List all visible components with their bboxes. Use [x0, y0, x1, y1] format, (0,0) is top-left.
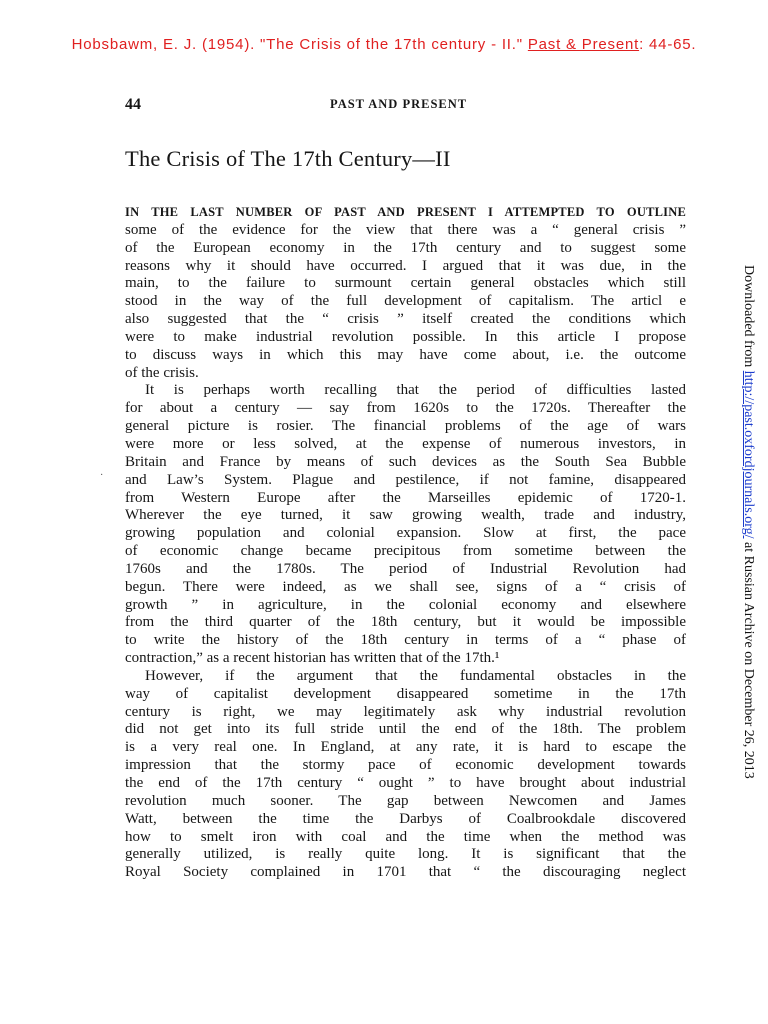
text-line: and Law’s System. Plague and pestilence, if not famine, disappeared — [125, 471, 686, 488]
citation-pages: : 44-65. — [639, 36, 697, 53]
download-source-link[interactable]: http://past.oxfordjournals.org/ — [741, 370, 756, 539]
text-line: growing population and colonial expansion. Slow at first, the pace — [125, 525, 686, 542]
text-line: some of the evidence for the view that there was a “ general crisis ” — [125, 221, 686, 238]
text-line: IN THE LAST NUMBER OF PAST AND PRESENT I ATTEMPTED TO OUTLINE — [125, 205, 686, 219]
text-line: reasons why it should have occurred. I argued that it was due, in the — [125, 257, 686, 274]
download-notice-prefix: Downloaded from — [741, 265, 756, 371]
text-line: from Western Europe after the Marseilles epidemic of 1720-1. — [125, 489, 686, 506]
text-line: the end of the 17th century “ ought ” to have brought about industrial — [125, 775, 686, 791]
text-line: is a very real one. In England, at any rate, it is hard to escape the — [125, 739, 686, 756]
text-line: Wherever the eye turned, it saw growing wealth, trade and industry, — [125, 507, 686, 524]
text-line: were to make industrial revolution possible. In this article I propose — [125, 328, 686, 345]
text-line: stood in the way of the full development of capitalism. The articl e — [125, 293, 686, 310]
article-body — [125, 204, 686, 882]
text-line: 1760s and the 1780s. The period of Industrial Revolution had — [125, 560, 686, 577]
text-line: were more or less solved, at the expense of numerous investors, in — [125, 435, 686, 452]
text-line: general picture is rosier. The financial problems of the age of wars — [125, 418, 686, 435]
running-head: PAST AND PRESENT — [330, 97, 468, 111]
text-line: However, if the argument that the fundamental obstacles in the — [145, 667, 686, 684]
scan-speck: · — [100, 470, 104, 481]
text-line: of the European economy in the 17th century and to suggest some — [125, 239, 686, 256]
text-line: growth ” in agriculture, in the colonial economy and elsewhere — [125, 596, 686, 613]
text-line: contraction,” as a recent historian has written that of the 17th.¹ — [125, 650, 500, 667]
citation-text: Hobsbawm, E. J. (1954). "The Crisis of the 17th century - II." — [71, 36, 528, 53]
text-line: It is perhaps worth recalling that the period of difficulties lasted — [145, 382, 686, 399]
text-line: for about a century — say from 1620s to the 1720s. Thereafter the — [125, 400, 686, 417]
text-line: of economic change became precipitous from sometime between the — [125, 543, 686, 560]
citation-header — [0, 36, 768, 53]
text-line: of the crisis. — [125, 364, 199, 381]
text-line: main, to the failure to surmount certain general obstacles which still — [125, 275, 686, 292]
text-line: how to smelt iron with coal and the time when the method was — [125, 828, 686, 845]
text-line: from the third quarter of the 18th century, but it would be impossible — [125, 614, 686, 631]
article-title: The Crisis of The 17th Century—II — [125, 146, 451, 171]
text-line: revolution much sooner. The gap between Newcomen and James — [125, 792, 686, 809]
text-line: to write the history of the 18th century in terms of a “ phase of — [125, 632, 686, 649]
text-line: did not get into its full stride until the end of the 18th. The problem — [125, 721, 686, 738]
text-line: generally utilized, is really quite long. It is significant that the — [125, 846, 686, 863]
text-line: to discuss ways in which this may have come about, i.e. the outcome — [125, 346, 686, 363]
text-line: Royal Society complained in 1701 that “ the discouraging neglect — [125, 864, 686, 881]
text-line: begun. There were indeed, as we shall see, signs of a “ crisis of — [125, 578, 686, 595]
text-line: Watt, between the time the Darbys of Coalbrookdale discovered — [125, 810, 686, 827]
download-notice-suffix: at Russian Archive on December 26, 2013 — [741, 538, 756, 779]
text-line: century is right, we may legitimately ask why industrial revolution — [125, 703, 686, 720]
text-line: impression that the stormy pace of economic development towards — [125, 757, 686, 774]
journal-link[interactable]: Past & Present — [527, 36, 640, 53]
text-line: also suggested that the “ crisis ” itself created the conditions which — [125, 311, 686, 328]
text-line: Britain and France by means of such devices as the South Sea Bubble — [125, 453, 686, 470]
page-number: 44 — [125, 96, 141, 113]
download-notice — [740, 265, 756, 779]
text-line: way of capitalist development disappeared sometime in the 17th — [125, 685, 686, 702]
